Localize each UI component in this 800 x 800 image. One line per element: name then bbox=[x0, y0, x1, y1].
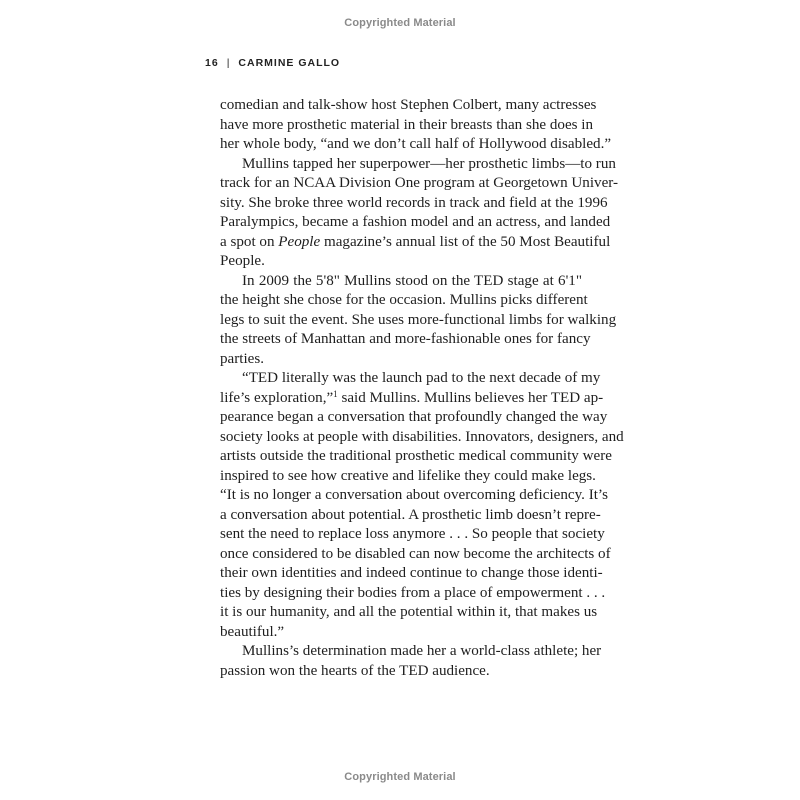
text-line: “TED literally was the launch pad to the next decade of my bbox=[242, 370, 601, 386]
text-line bbox=[220, 388, 604, 409]
text-line: society looks at people with disabilities. Innovators, designers, and bbox=[220, 428, 624, 445]
text-line: Mullins tapped her superpower—her prosthetic limbs—to run bbox=[242, 155, 616, 172]
text-segment: said Mullins. Mullins believes her TED ap- bbox=[337, 389, 604, 406]
text-segment: a spot on bbox=[220, 233, 279, 250]
text-line: sity. She broke three world records in track and field at the 1996 bbox=[220, 194, 608, 211]
text-line: beautiful.” bbox=[220, 623, 285, 640]
text-line: it is our humanity, and all the potential within it, that makes us bbox=[220, 604, 598, 620]
body-text bbox=[220, 96, 624, 681]
text-line: have more prosthetic material in their breasts than she does in bbox=[220, 116, 594, 133]
text-segment: magazine’s annual list of the 50 Most Beautiful bbox=[320, 233, 611, 250]
author-name: CARMINE GALLO bbox=[238, 57, 341, 69]
copyright-watermark-top: Copyrighted Material bbox=[344, 17, 456, 29]
text-line: People. bbox=[220, 253, 265, 269]
text-segment: life’s exploration,” bbox=[220, 389, 334, 406]
text-line: the height she chose for the occasion. Mullins picks different bbox=[220, 292, 588, 308]
running-head bbox=[205, 57, 340, 69]
text-line: parties. bbox=[220, 350, 265, 367]
footnote-marker: 1 bbox=[333, 388, 338, 399]
text-line: a conversation about potential. A prosthetic limb doesn’t repre- bbox=[220, 506, 601, 523]
text-line: Mullins’s determination made her a world-class athlete; her bbox=[242, 643, 602, 659]
italic-title: People bbox=[278, 233, 321, 250]
text-line: In 2009 the 5'8" Mullins stood on the TED stage at 6'1" bbox=[242, 272, 582, 289]
text-line: her whole body, “and we don’t call half of Hollywood disabled.” bbox=[220, 136, 612, 152]
text-line: track for an NCAA Division One program at Georgetown Univer- bbox=[220, 175, 619, 191]
text-line: comedian and talk-show host Stephen Colbert, many actresses bbox=[220, 97, 597, 113]
text-line: their own identities and indeed continue to change those identi- bbox=[220, 565, 603, 581]
page-number: 16 bbox=[205, 57, 219, 69]
text-line: artists outside the traditional prosthetic medical community were bbox=[220, 448, 612, 464]
text-line: sent the need to replace loss anymore . . . So people that society bbox=[220, 526, 605, 542]
text-line: inspired to see how creative and lifelike they could make legs. bbox=[220, 467, 596, 484]
text-line: pearance began a conversation that profoundly changed the way bbox=[220, 409, 608, 425]
text-line: legs to suit the event. She uses more-functional limbs for walking bbox=[220, 311, 617, 328]
text-line bbox=[220, 233, 611, 253]
text-line: once considered to be disabled can now become the architects of bbox=[220, 545, 611, 562]
text-line: Paralympics, became a fashion model and an actress, and landed bbox=[220, 214, 611, 230]
text-line: the streets of Manhattan and more-fashionable ones for fancy bbox=[220, 331, 591, 347]
running-head-separator: | bbox=[226, 57, 231, 69]
text-line: passion won the hearts of the TED audience. bbox=[220, 662, 490, 679]
copyright-watermark-bottom: Copyrighted Material bbox=[344, 771, 456, 783]
text-line: “It is no longer a conversation about overcoming deficiency. It’s bbox=[220, 487, 608, 503]
text-line: ties by designing their bodies from a place of empowerment . . . bbox=[220, 584, 606, 601]
